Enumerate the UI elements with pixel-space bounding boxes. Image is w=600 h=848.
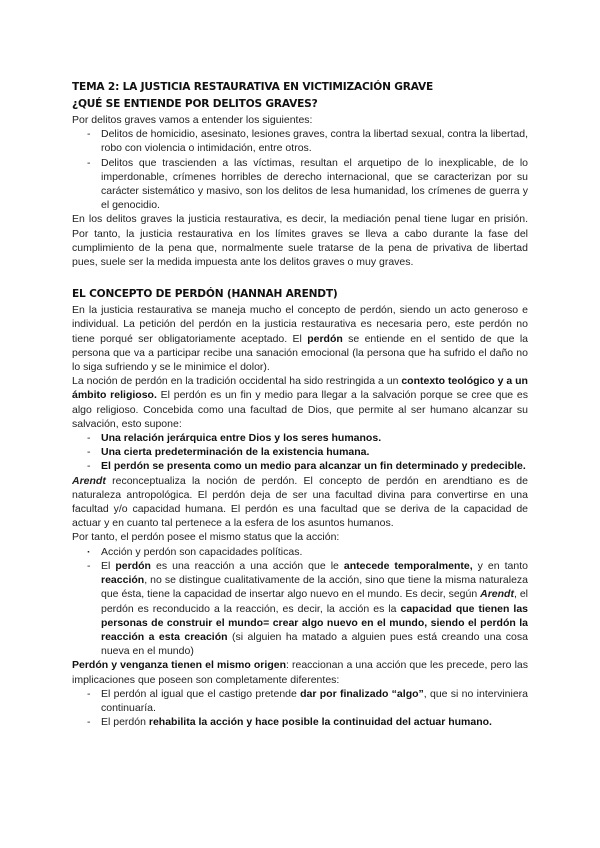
- list-implicaciones: [72, 687, 528, 730]
- section-heading-delitos-graves: ¿QUÉ SE ENTIENDE POR DELITOS GRAVES?: [72, 98, 318, 110]
- list-item: · Acción y perdón son capacidades políticas.: [72, 545, 528, 559]
- list-supone: [72, 431, 528, 474]
- list-item: - Delitos que trascienden a las víctimas, resultan el arquetipo de lo inexplicable, de lo imperdonable, crímenes horribles de derecho internacional, que se caracterizan por su carácter sistemático y masivo, son los delitos de lesa humanidad, los crímenes de guerra y el genocidio.: [72, 156, 528, 213]
- paragraph-tradicion: La noción de perdón en la tradición occidental ha sido restringida a un contexto teológico y a un ámbito religioso. El perdón es un fin y medio para llegar a la salvación porque se cree que es algo religioso. Concebida como una facultad de Dios, que permite al ser humano alcanzar su salvación, esto supone:: [72, 375, 528, 430]
- list-item: - El perdón al igual que el castigo pretende dar por finalizado “algo”, que si no interviniera continuaría.: [72, 687, 528, 715]
- document-title: TEMA 2: LA JUSTICIA RESTAURATIVA EN VICTIMIZACIÓN GRAVE: [72, 81, 434, 93]
- list-item: - Delitos de homicidio, asesinato, lesiones graves, contra la libertad sexual, contra la libertad, robo con violencia o intimidación, entre otros.: [72, 127, 528, 155]
- paragraph-arendt: Arendt reconceptualiza la noción de perdón. El concepto de perdón en arendtiano es de naturaleza antropológica. El perdón deja de ser una facultad divina para convertirse en una facultad y/o capacidad humana. El perdón es una facultad que se deriva de la capacidad de actuar y en cuanto tal pertenece a la esfera de los asuntos humanos.: [72, 474, 528, 530]
- list-accion: [72, 545, 528, 659]
- list-item: - El perdón se presenta como un medio para alcanzar un fin determinado y predecible.: [72, 459, 528, 473]
- list-item: - El perdón es una reacción a una acción que le antecede temporalmente, y en tanto reacción, no se distingue cualitativamente de la acción, sino que tiene la misma naturaleza que ésta, tiene la capacidad de insertar algo nuevo en el mundo. Es decir, según Arendt, el perdón es reconducido a la reacción, es decir, la acción es la capacidad que tienen las personas de construir el mundo= crear algo nuevo en el mundo, siendo el perdón la reacción a esta creación (si alguien ha matado a alguien pues está creando una cosa nueva en el mundo): [72, 559, 528, 658]
- paragraph-venganza: Perdón y venganza tienen el mismo origen: reaccionan a una acción que les precede, pero las implicaciones que poseen son completamente diferentes:: [72, 659, 528, 686]
- paragraph-intro: Por delitos graves vamos a entender los siguientes:: [72, 114, 313, 126]
- section-heading-perdon: EL CONCEPTO DE PERDÓN (HANNAH ARENDT): [72, 288, 338, 301]
- list-item: - Una relación jerárquica entre Dios y los seres humanos.: [72, 431, 528, 445]
- paragraph-perdon-intro: En la justicia restaurativa se maneja mucho el concepto de perdón, siendo un acto generoso e individual. La petición del perdón en la justicia restaurativa es necesaria pero, este perdón no tiene porqué ser obligatoriamente aceptado. El perdón se entiende en el sentido de que la persona que va a participar recibe una sanación emocional (la persona que ha sufrido el daño no lo siga sufriendo y se le minimice el dolor).: [72, 304, 528, 374]
- paragraph-status: Por tanto, el perdón posee el mismo status que la acción:: [72, 531, 340, 544]
- document-page: [72, 70, 528, 729]
- paragraph-prision: En los delitos graves la justicia restaurativa, es decir, la mediación penal tiene lugar en prisión. Por tanto, la justicia restaurativa en los límites graves se lleva a cabo durante la fase del cumplimiento de la pena que, normalmente suele tratarse de la pena de privativa de libertad pues, suele ser la medida impuesta ante los delitos graves o muy graves.: [72, 213, 528, 269]
- list-delitos: [72, 127, 528, 212]
- list-item: - Una cierta predeterminación de la existencia humana.: [72, 445, 528, 459]
- list-item: - El perdón rehabilita la acción y hace posible la continuidad del actuar humano.: [72, 715, 528, 729]
